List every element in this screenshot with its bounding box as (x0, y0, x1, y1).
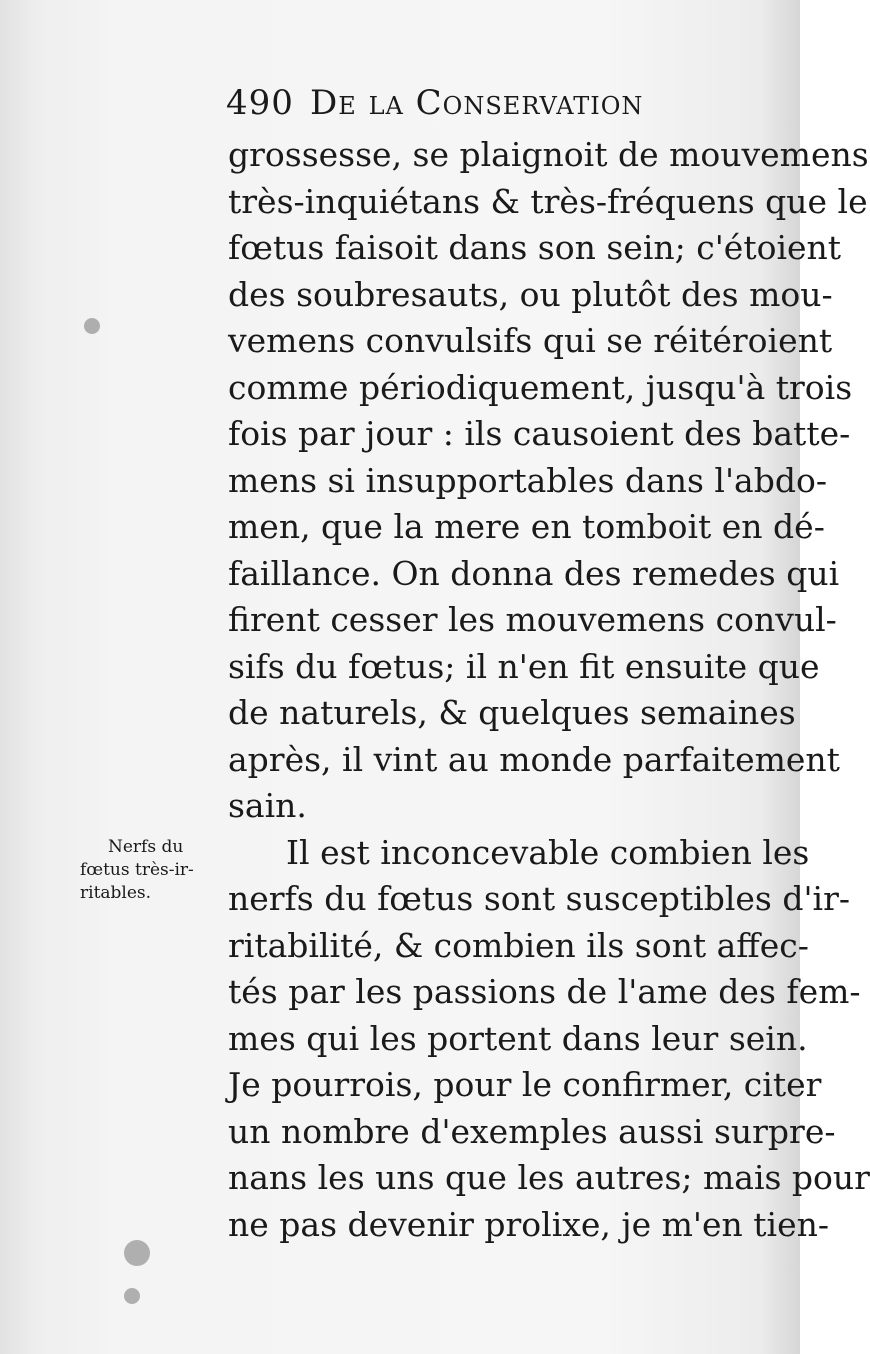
text-line: faillance. On donna des remedes qui (228, 553, 840, 593)
text-line: comme périodiquement, jusqu'à trois (228, 367, 853, 407)
margin-note-line: fœtus très-ir- (80, 860, 194, 880)
text-line: grossesse, se plaignoit de mouvemens (228, 135, 869, 174)
text-line: fœtus faisoit dans son sein; c'étoient (228, 228, 842, 267)
page-number: 490 (226, 83, 294, 123)
paper-speck (84, 318, 100, 334)
text-line: tés par les passions de l'ame des fem- (228, 972, 861, 1011)
running-head: De la Conservation (310, 83, 644, 123)
paper-speck (124, 1240, 150, 1266)
margin-note (80, 836, 230, 905)
text-line: nans les uns que les autres; mais pour (228, 1158, 870, 1197)
text-line: mens si insupportables dans l'abdo- (228, 460, 827, 500)
text-line: après, il vint au monde parfaitement (228, 739, 840, 779)
text-line: très-inquiétans & très-fréquens que le (228, 181, 868, 221)
text-line: firent cesser les mouvemens convul- (228, 600, 837, 639)
text-line: sain. (228, 786, 307, 825)
page-header (226, 78, 706, 128)
text-line: men, que la mere en tomboit en dé- (228, 507, 825, 546)
text-line: des soubresauts, ou plutôt des mou- (228, 274, 833, 314)
text-line: vemens convulsifs qui se réitéroient (228, 321, 833, 360)
text-line: ne pas devenir prolixe, je m'en tien- (228, 1204, 830, 1244)
margin-note-line: Nerfs du (108, 837, 184, 857)
text-line: mes qui les portent dans leur sein. (228, 1018, 808, 1058)
paragraph-start-line: Il est inconcevable combien les (286, 832, 810, 872)
text-line: de naturels, & quelques semaines (228, 693, 796, 732)
text-line: sifs du fœtus; il n'en fit ensuite que (228, 646, 820, 686)
text-line: un nombre d'exemples aussi surpre- (228, 1111, 836, 1151)
text-line: nerfs du fœtus sont susceptibles d'ir- (228, 879, 851, 918)
text-line: Je pourrois, pour le confirmer, citer (228, 1065, 822, 1104)
paper-speck (124, 1288, 140, 1304)
text-line: fois par jour : ils causoient des batte- (228, 414, 851, 453)
text-line: ritabilité, & combien ils sont affec- (228, 925, 809, 965)
body-text (228, 132, 870, 1248)
margin-note-line: ritables. (80, 883, 152, 903)
